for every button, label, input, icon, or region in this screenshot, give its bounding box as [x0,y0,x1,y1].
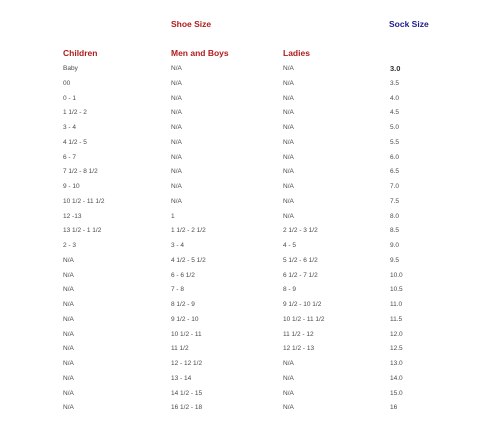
children-column-header: Children [63,48,98,58]
sock-size-cell: 9.0 [390,242,400,249]
ladies-size-cell: N/A [283,389,294,397]
table-row [0,300,500,315]
table-row [0,374,500,389]
men-and-boys-size-cell: N/A [171,183,182,190]
table-row [0,226,500,241]
ladies-size-cell: N/A [283,138,294,146]
children-size-cell: N/A [63,301,74,308]
men-and-boys-size-cell: 8 1/2 - 9 [171,301,195,308]
men-and-boys-size-cell: 1 [171,212,175,220]
men-and-boys-size-cell: N/A [171,94,182,102]
ladies-size-cell: 2 1/2 - 3 1/2 [283,227,318,235]
children-size-cell: N/A [63,374,74,382]
ladies-column-header: Ladies [283,48,310,58]
sock-size-title: Sock Size [389,19,429,29]
ladies-size-cell: N/A [283,153,294,161]
table-row [0,344,500,359]
children-size-cell: N/A [63,256,74,264]
children-size-cell: 6 - 7 [63,153,77,161]
table-row [0,359,500,374]
ladies-size-cell: N/A [283,374,294,382]
men-and-boys-size-cell: 11 1/2 [171,345,189,353]
men-and-boys-size-cell: 7 - 8 [171,286,185,294]
sock-size-cell: 10.0 [390,271,403,279]
sock-size-cell: 12.5 [390,345,403,353]
children-size-cell: 0 - 1 [63,94,77,102]
sock-size-cell: 11.0 [390,301,403,308]
table-row [0,197,500,212]
table-row [0,123,500,138]
ladies-size-cell: N/A [283,404,294,412]
ladies-size-cell: N/A [283,124,294,131]
men-and-boys-size-cell: N/A [171,168,182,176]
children-size-cell: N/A [63,404,74,412]
men-and-boys-size-cell: N/A [171,109,182,117]
sock-size-cell: 4.0 [390,94,400,102]
children-size-cell: 2 - 3 [63,242,77,249]
table-row [0,182,500,197]
table-row [0,64,500,79]
sock-size-cell: 3.5 [390,79,400,87]
ladies-size-cell: N/A [283,65,294,72]
men-and-boys-size-cell: 1 1/2 - 2 1/2 [171,227,206,235]
sock-size-cell: 16 [390,404,398,412]
children-size-cell: N/A [63,330,74,338]
size-chart-table [0,64,500,418]
men-and-boys-size-cell: 16 1/2 - 18 [171,404,203,412]
sock-size-cell: 6.0 [390,153,400,161]
children-size-cell: 00 [63,79,71,87]
sock-size-cell: 9.5 [390,256,400,264]
table-row [0,167,500,182]
ladies-size-cell: N/A [283,79,294,87]
men-and-boys-size-cell: N/A [171,65,182,72]
children-size-cell: 12 -13 [63,212,82,220]
sock-size-cell: 15.0 [390,389,403,397]
ladies-size-cell: 11 1/2 - 12 [283,330,314,338]
men-and-boys-size-cell: N/A [171,124,182,131]
ladies-size-cell: N/A [283,360,294,367]
men-and-boys-size-cell: 6 - 6 1/2 [171,271,195,279]
men-and-boys-size-cell: 13 - 14 [171,374,192,382]
children-size-cell: 9 - 10 [63,183,80,190]
men-and-boys-size-cell: N/A [171,138,182,146]
ladies-size-cell: 5 1/2 - 6 1/2 [283,256,318,264]
sock-size-cell: 8.0 [390,212,400,220]
sock-size-cell: 4.5 [390,109,400,117]
ladies-size-cell: 8 - 9 [283,286,297,294]
children-size-cell: N/A [63,271,74,279]
table-row [0,389,500,404]
ladies-size-cell: 10 1/2 - 11 1/2 [283,315,325,323]
ladies-size-cell: 6 1/2 - 7 1/2 [283,271,318,279]
children-size-cell: 3 - 4 [63,124,77,131]
children-size-cell: N/A [63,286,74,294]
children-size-cell: N/A [63,389,74,397]
men-and-boys-size-cell: N/A [171,197,182,205]
shoe-size-title: Shoe Size [171,19,212,29]
men-and-boys-size-cell: 12 - 12 1/2 [171,360,203,367]
men-and-boys-size-cell: 3 - 4 [171,242,185,249]
table-row [0,285,500,300]
sock-size-cell: 5.0 [390,124,400,131]
ladies-size-cell: N/A [283,212,294,220]
sock-size-cell: 13.0 [390,360,403,367]
table-row [0,315,500,330]
ladies-size-cell: 4 - 5 [283,242,297,249]
sock-size-cell: 12.0 [390,330,403,338]
ladies-size-cell: N/A [283,183,294,190]
table-row [0,79,500,94]
sock-size-cell: 14.0 [390,374,403,382]
children-size-cell: 10 1/2 - 11 1/2 [63,197,105,205]
children-size-cell: N/A [63,360,74,367]
children-size-cell: N/A [63,315,74,323]
ladies-size-cell: N/A [283,109,294,117]
sock-size-cell: 3.0 [390,64,401,73]
table-row [0,271,500,286]
ladies-size-cell: 9 1/2 - 10 1/2 [283,301,322,308]
men-and-boys-size-cell: 4 1/2 - 5 1/2 [171,256,206,264]
table-row [0,256,500,271]
table-row [0,241,500,256]
men-and-boys-size-cell: 14 1/2 - 15 [171,389,203,397]
ladies-size-cell: N/A [283,197,294,205]
table-row [0,330,500,345]
table-row [0,108,500,123]
sock-size-cell: 10.5 [390,286,403,294]
children-size-cell: 1 1/2 - 2 [63,109,87,117]
men-and-boys-column-header: Men and Boys [171,48,229,58]
table-row [0,212,500,227]
sock-size-cell: 5.5 [390,138,400,146]
table-row [0,153,500,168]
sock-size-cell: 11.5 [390,315,403,323]
children-size-cell: 7 1/2 - 8 1/2 [63,168,98,176]
men-and-boys-size-cell: N/A [171,79,182,87]
men-and-boys-size-cell: 10 1/2 - 11 [171,330,202,338]
men-and-boys-size-cell: 9 1/2 - 10 [171,315,199,323]
children-size-cell: N/A [63,345,74,353]
ladies-size-cell: 12 1/2 - 13 [283,345,315,353]
table-row [0,138,500,153]
table-row [0,94,500,109]
men-and-boys-size-cell: N/A [171,153,182,161]
sock-size-cell: 7.0 [390,183,400,190]
sock-size-cell: 8.5 [390,227,400,235]
table-row [0,403,500,418]
children-size-cell: Baby [63,65,78,72]
ladies-size-cell: N/A [283,168,294,176]
sock-size-cell: 7.5 [390,197,400,205]
children-size-cell: 4 1/2 - 5 [63,138,87,146]
sock-size-cell: 6.5 [390,168,400,176]
ladies-size-cell: N/A [283,94,294,102]
children-size-cell: 13 1/2 - 1 1/2 [63,227,102,235]
